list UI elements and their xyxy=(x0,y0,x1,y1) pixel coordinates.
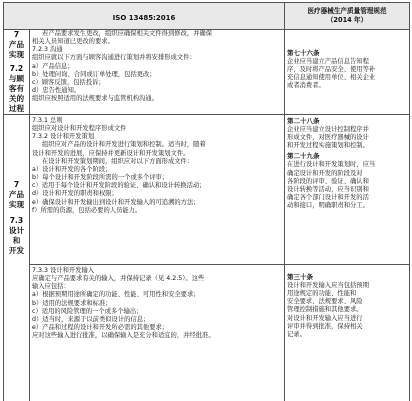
gmp-article-76 xyxy=(285,30,410,115)
text-line: 输入应包括： xyxy=(32,283,70,291)
text-line: 7.3.1 总则 xyxy=(32,117,63,124)
gmp-articles-28-29 xyxy=(285,115,410,265)
gmp-article-30 xyxy=(285,265,410,401)
text-line: 7.2.3 沟通 xyxy=(32,46,63,54)
side-label-line: 7 xyxy=(13,30,20,39)
text-line: 各阶段的评审、验证、确认和 xyxy=(287,177,369,185)
comparison-table xyxy=(3,2,410,401)
article-heading: 第三十条 xyxy=(287,273,314,281)
iso-7-3-1-text xyxy=(30,115,285,265)
spacer xyxy=(285,265,409,273)
text-line: 组织应就以下方面与顾客沟通进行策划并将安排形成文件： xyxy=(32,54,196,62)
text-line: 设计和开发的进展，应保持并更新设计和开发策划文件。 xyxy=(32,149,190,157)
gmp-header-title xyxy=(285,5,409,27)
text-line: 在进行设计和开发策划时，应当 xyxy=(287,161,376,169)
section-7-2-label xyxy=(4,30,30,115)
text-line: 安全要求、法规要求、风险 xyxy=(287,298,363,306)
side-label-line: 设计 xyxy=(8,225,25,235)
text-line: 设计转换等活动，应当识别和 xyxy=(287,185,369,193)
text-line: 对设计和开发输入应当进行 xyxy=(287,314,363,322)
text-line: 企业应当建立设计控制程序并 xyxy=(287,126,369,133)
iso-7-3-3-text xyxy=(30,265,285,401)
side-label-line: 关的 xyxy=(8,94,25,103)
text-line: 应确定与产品要求有关的输入，并保持记录（见 4.2.5）。这些 xyxy=(32,275,205,283)
article-heading: 第二十九条 xyxy=(287,152,320,161)
iso-header-title: ISO 13485:2016 xyxy=(112,14,176,22)
table-header-row xyxy=(4,3,410,30)
text-line: 若产品要求发生更改，组织应确保相关文件得到修改，并确保 xyxy=(42,30,213,37)
side-label-line: 与顾 xyxy=(8,74,25,83)
side-label-line: 产品 xyxy=(8,40,25,49)
iso-7-2-text xyxy=(30,30,285,115)
article-28 xyxy=(285,117,409,150)
side-label-block xyxy=(4,180,29,256)
text-line: d）忠告性通知。 xyxy=(32,87,81,95)
text-line: b）适用的法规要求和标准； xyxy=(32,299,112,307)
text-line: 组织应对设计和开发程序形成文件 xyxy=(32,125,127,133)
side-label-line: 产品 xyxy=(8,189,25,199)
text-line: 和开发过程实施策划和控制。 xyxy=(287,142,369,150)
text-line: f）所需的资源，包括必要的人员能力。 xyxy=(32,206,142,214)
text-line: a）设计和开发的各个阶段； xyxy=(32,165,112,173)
text-line: d）适当时，来源于以前类似设计的信息； xyxy=(32,315,150,323)
article-29 xyxy=(285,152,409,210)
text-line: e）确保设计和开发输出到设计和开发输入的可追溯的方法； xyxy=(32,198,200,206)
side-label-line: 和 xyxy=(12,235,21,245)
text-line: d）设计和开发的职责和权限； xyxy=(32,190,118,198)
text-line: 充信息通知使用单位、相关企业 xyxy=(287,74,376,82)
text-line: 7.3.3 设计和开发输入 xyxy=(32,267,95,274)
side-label-line: 7 xyxy=(13,179,20,189)
text-line: 组织应按照适用的法规要求与监管机构沟通。 xyxy=(32,95,158,103)
text-line: 相关人员知道已更改的要求。 xyxy=(32,38,114,46)
text-line: 形成文件，对医疗器械的设计 xyxy=(287,134,369,142)
text-line: 管理控制措施和其他要求。 xyxy=(287,306,363,314)
text-line: 序，及时将产品安全、使用等补 xyxy=(287,66,376,74)
text-line: c）顾客反馈，包括投诉； xyxy=(32,78,105,86)
section-7-3-3-row xyxy=(4,265,410,401)
section-7-2-row xyxy=(4,30,410,115)
side-label-line: 7.2 xyxy=(9,64,24,73)
spacer xyxy=(285,30,409,49)
text-line: 评审并得到批准，保持相关 xyxy=(287,322,363,330)
side-label-line: 实现 xyxy=(8,199,25,209)
gmp-header-title-line2: （2014 年） xyxy=(326,16,368,24)
text-line: a）根据预期用途所确定的功能、性能、可用性和安全要求； xyxy=(32,291,200,299)
text-line: 确定各个部门设计和开发的活 xyxy=(287,194,369,202)
side-label-line: 7.3 xyxy=(9,215,24,225)
text-line: a）产品信息； xyxy=(32,62,74,70)
text-line: 确定设计和开发的阶段及对 xyxy=(287,169,363,177)
side-label-line: 客有 xyxy=(8,84,25,93)
gmp-header-title-line1: 医疗器械生产质量管理规范 xyxy=(307,7,387,15)
side-label-line: 过程 xyxy=(8,104,25,113)
gmp-header-cell xyxy=(285,3,410,30)
text-line: 设计和开发输入应当包括预期 xyxy=(287,282,369,289)
section-7-3-row xyxy=(4,115,410,265)
side-label-line: 开发 xyxy=(8,245,25,255)
text-line: 用途规定的功能、性能和 xyxy=(287,290,357,298)
text-line: 在设计和开发策划期间，组织应对以下方面形成文件： xyxy=(42,157,194,165)
side-label-line: 实现 xyxy=(8,50,25,59)
text-line: 应对这些输入进行批准，以确保输入是充分和适宜的，并经批准。 xyxy=(32,332,215,340)
text-line: c）适用的风险管理的一个或多个输出； xyxy=(32,307,143,315)
text-line: b）每个设计和开发阶段所需的一个或多个评审； xyxy=(32,174,169,182)
text-line: b）处理问询、合同或订单处理，包括更改； xyxy=(32,70,156,78)
article-heading: 第七十六条 xyxy=(287,49,320,57)
text-line: 7.3.2 设计和开发策划 xyxy=(32,133,95,141)
section-7-3-label xyxy=(4,115,30,401)
article-heading: 第二十八条 xyxy=(287,117,320,125)
text-line: 或者消费者。 xyxy=(287,82,325,90)
text-line: 记录。 xyxy=(287,330,306,338)
text-line: 动和接口，明确职责和分工。 xyxy=(287,202,369,210)
text-line: e）产品和过程的设计和开发所必需的其他要求； xyxy=(32,324,169,332)
text-line: 组织应对产品的设计和开发进行策划和控制。适当时，随着 xyxy=(42,141,206,149)
text-line: 企业应当建立产品信息告知程 xyxy=(287,58,369,65)
iso-header-cell xyxy=(4,3,285,30)
text-line: c）适用于每个设计和开发阶段的验证、确认和设计转换活动； xyxy=(32,182,206,190)
